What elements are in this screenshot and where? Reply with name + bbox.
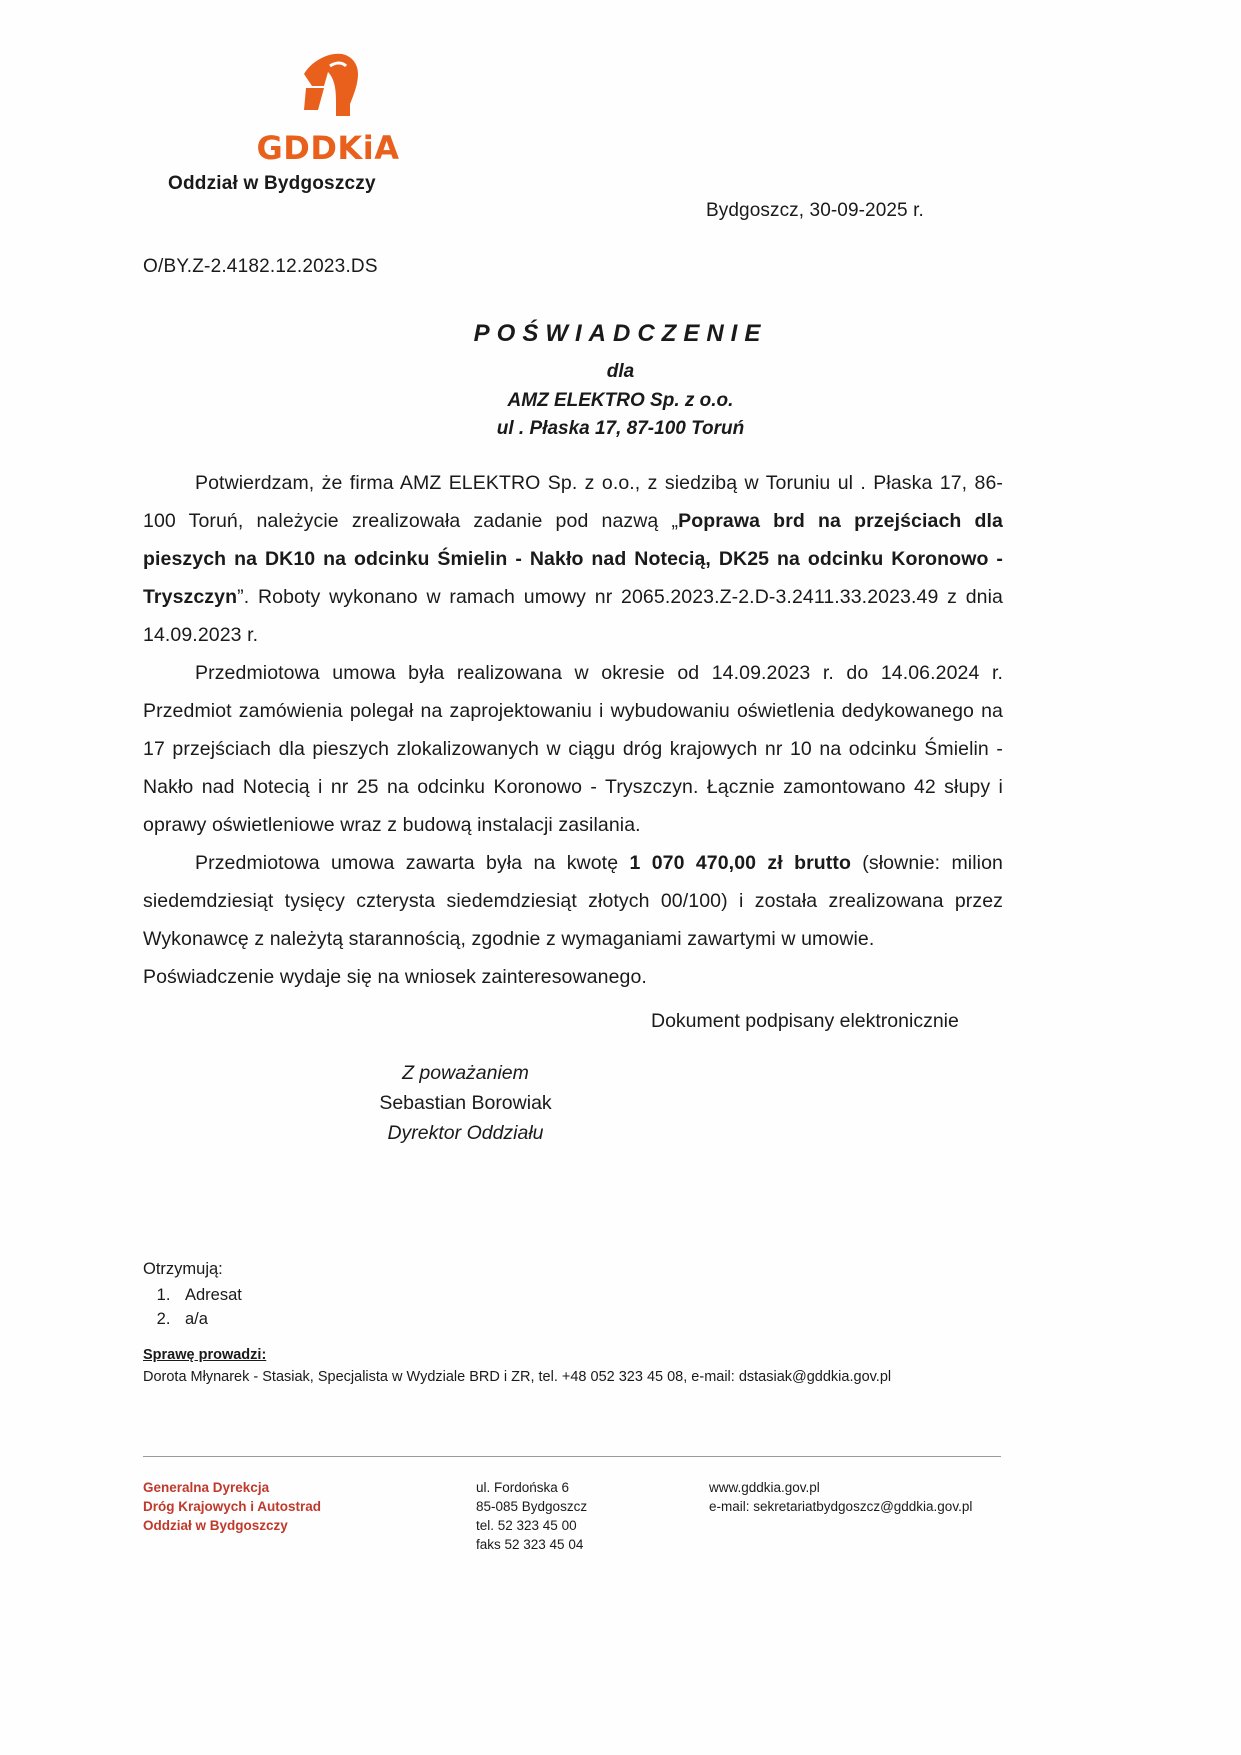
case-handler-details: Dorota Młynarek - Stasiak, Specjalista w Wydziale BRD i ZR, tel. +48 052 323 45 08, e-mail: dstasiak@gddkia.gov.pl bbox=[143, 1369, 892, 1385]
p1-lead: Potwierdzam, że firma AMZ ELEKTRO Sp. z o.o., z siedzibą w Toruniu ul . Płaska 17, 86-100 Toruń, należycie zrealizowała zadanie pod nazwą „ bbox=[143, 472, 1003, 532]
gddkia-eagle-logo-icon bbox=[284, 48, 372, 128]
footer-org-column bbox=[143, 1478, 321, 1535]
signature-regards: Z poważaniem bbox=[402, 1062, 529, 1084]
footer-address-street: ul. Fordońska 6 bbox=[476, 1480, 570, 1495]
footer-phone: tel. 52 323 45 00 bbox=[476, 1518, 577, 1533]
list-item: 1. Adresat bbox=[175, 1283, 242, 1307]
paragraph-1 bbox=[143, 464, 1003, 654]
case-handler-label: Sprawę prowadzi: bbox=[143, 1347, 267, 1363]
logo-wordmark: GDDKiA bbox=[256, 129, 400, 167]
reference-number: O/BY.Z-2.4182.12.2023.DS bbox=[143, 256, 378, 277]
addressee-address: ul . Płaska 17, 87-100 Toruń bbox=[496, 418, 745, 439]
footer-email: e-mail: sekretariatbydgoszcz@gddkia.gov.pl bbox=[709, 1499, 973, 1514]
signature-role: Dyrektor Oddziału bbox=[387, 1122, 544, 1144]
footer-web-column bbox=[709, 1478, 972, 1516]
list-item: 2. a/a bbox=[175, 1307, 242, 1331]
paragraph-4: Poświadczenie wydaje się na wniosek zainteresowanego. bbox=[143, 966, 647, 988]
document-title: POŚWIADCZENIE bbox=[473, 320, 768, 347]
recipients-label: Otrzymują: bbox=[143, 1260, 223, 1278]
title-block bbox=[0, 320, 1241, 446]
place-and-date: Bydgoszcz, 30-09-2025 r. bbox=[706, 200, 924, 221]
p1-tail: ”. Roboty wykonano w ramach umowy nr 2065.2023.Z-2.D-3.2411.33.2023.49 z dnia 14.09.2023 r. bbox=[143, 586, 1003, 646]
p1-task-name: Poprawa brd na przejściach dla pieszych na DK10 na odcinku Śmielin - Nakło nad Notecią, DK25 na odcinku Koronowo - Tryszczyn bbox=[143, 510, 1003, 608]
paragraph-3 bbox=[143, 844, 1003, 958]
signature-block bbox=[0, 1058, 1241, 1148]
footer-website: www.gddkia.gov.pl bbox=[709, 1480, 820, 1495]
footer-org-line-3: Oddział w Bydgoszczy bbox=[143, 1518, 288, 1533]
for-label: dla bbox=[606, 361, 635, 382]
footer-fax: faks 52 323 45 04 bbox=[476, 1537, 584, 1552]
case-handler-block bbox=[143, 1345, 891, 1387]
addressee-name: AMZ ELEKTRO Sp. z o.o. bbox=[507, 390, 734, 411]
p3-tail: (słownie: milion siedemdziesiąt tysięcy czterysta siedemdziesiąt złotych 00/100) i została zrealizowana przez Wykonawcę z należytą starannością, zgodnie z wymaganiami zawartymi w umowie. bbox=[143, 852, 1003, 950]
recipients-block bbox=[143, 1257, 242, 1331]
p3-lead: Przedmiotowa umowa zawarta była na kwotę bbox=[195, 852, 630, 874]
signature-name: Sebastian Borowiak bbox=[379, 1092, 552, 1114]
footer-address-city: 85-085 Bydgoszcz bbox=[476, 1499, 588, 1514]
body-text bbox=[143, 464, 1003, 996]
footer-divider bbox=[143, 1456, 1001, 1457]
recipients-list bbox=[143, 1283, 242, 1331]
footer-org-line-1: Generalna Dyrekcja bbox=[143, 1480, 270, 1495]
footer-org-line-2: Dróg Krajowych i Autostrad bbox=[143, 1499, 322, 1514]
branch-name: Oddział w Bydgoszczy bbox=[168, 173, 376, 194]
logo-block bbox=[228, 48, 428, 167]
paragraph-2: Przedmiotowa umowa była realizowana w okresie od 14.09.2023 r. do 14.06.2024 r. Przedmiot zamówienia polegał na zaprojektowaniu i wybudowaniu oświetlenia dedykowanego na 17 przejściach dla pieszych zlokalizowanych w ciągu dróg krajowych nr 10 na odcinku Śmielin - Nakło nad Notecią i nr 25 na odcinku Koronowo - Tryszczyn. Łącznie zamontowano 42 słupy i oprawy oświetleniowe wraz z budową instalacji zasilania. bbox=[143, 662, 1003, 836]
p3-amount: 1 070 470,00 zł brutto bbox=[629, 852, 851, 874]
electronic-signature-note: Dokument podpisany elektronicznie bbox=[651, 1010, 959, 1032]
footer-address-column bbox=[476, 1478, 587, 1554]
